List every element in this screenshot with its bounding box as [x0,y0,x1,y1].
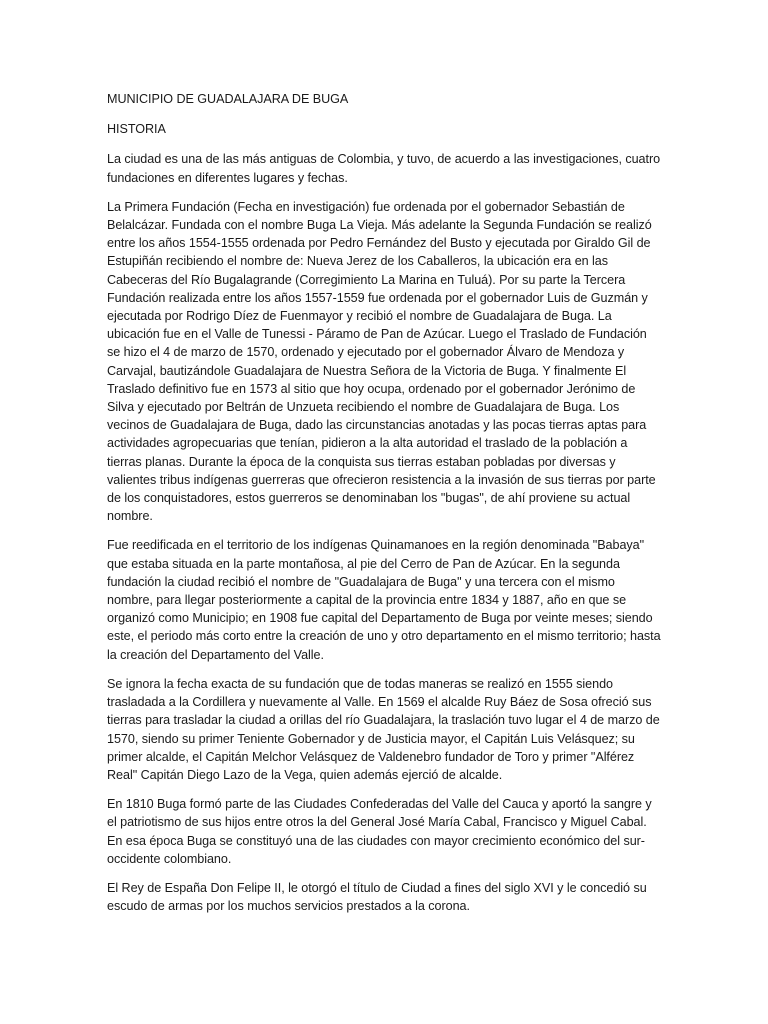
document-body [107,90,663,926]
paragraph-titulo-ciudad: El Rey de España Don Felipe II, le otorgó el título de Ciudad a fines del siglo XVI y le concedió su escudo de armas por los muchos servicios prestados a la corona. [107,880,647,914]
paragraph-intro: La ciudad es una de las más antiguas de Colombia, y tuvo, de acuerdo a las investigaciones, cuatro fundaciones en diferentes lugares y fechas. [107,152,661,185]
paragraph-fundaciones: La Primera Fundación (Fecha en investigación) fue ordenada por el gobernador Sebastián de Belalcázar. Fundada con el nombre Buga La Vieja. Más adelante la Segunda Fundación se realizó entre los años 1554-1555 ordenada por Pedro Fernández del Busto y ejecutada por Giraldo Gil de Estupiñán recibiendo el nombre de: Nueva Jerez de los Caballeros, la ubicación era en las Cabeceras del Río Bugalagrande (Corregimiento La Marina en Tuluá). Por su parte la Tercera Fundación realizada entre los años 1557-1559 fue ordenada por el gobernador Luis de Guzmán y ejecutada por Rodrigo Díez de Fuenmayor y recibió el nombre de Guadalajara de Buga. La ubicación fue en el Valle de Tunessi - Páramo de Pan de Azúcar. Luego el Traslado de Fundación se hizo el 4 de marzo de 1570, ordenado y ejecutado por el gobernador Álvaro de Mendoza y Carvajal, bautizándole Guadalajara de Nuestra Señora de la Victoria de Buga. Y finalmente El Traslado definitivo fue en 1573 al sitio que hoy ocupa, ordenado por el gobernador Jerónimo de Silva y ejecutado por Beltrán de Unzueta recibiendo el nombre de Guadalajara de Buga. Los vecinos de Guadalajara de Buga, dado las circunstancias anotadas y las pocas tierras aptas para actividades agropecuarias que tenían, pidieron a la alta autoridad el traslado de la población a tierras planas. Durante la época de la conquista sus tierras estaban pobladas por diversas y valientes tribus indígenas guerreras que ofrecieron resistencia a la invasión de sus tierras por parte de los conquistadores, estos guerreros se denominaban los "bugas", de ahí proviene su actual nombre. [107,199,656,524]
paragraph-reedificacion: Fue reedificada en el territorio de los indígenas Quinamanoes en la región denominada "Babaya" que estaba situada en la parte montañosa, al pie del Cerro de Pan de Azúcar. En la segunda fundación la ciudad recibió el nombre de "Guadalajara de Buga" y una tercera con el mismo nombre, para llegar posteriormente a capital de la provincia entre 1834 y 1887, año en que se organizó como Municipio; en 1908 fue capital del Departamento de Buga por veinte meses; siendo este, el periodo más corto entre la creación de uno y otro departamento en el mismo territorio; hasta la creación del Departamento del Valle. [107,538,661,662]
document-title: MUNICIPIO DE GUADALAJARA DE BUGA [107,92,349,106]
paragraph-1810: En 1810 Buga formó parte de las Ciudades Confederadas del Valle del Cauca y aportó la sangre y el patriotismo de sus hijos entre otros la del General José María Cabal, Francisco y Miguel Cabal. En esa época Buga se constituyó una de las ciudades con mayor crecimiento económico del sur-occidente colombiano. [107,797,652,866]
paragraph-fecha-fundacion: Se ignora la fecha exacta de su fundación que de todas maneras se realizó en 1555 siendo trasladada a la Cordillera y nuevamente al Valle. En 1569 el alcalde Ruy Báez de Sosa ofreció sus tierras para trasladar la ciudad a orillas del río Guadalajara, la traslación tuvo lugar el 4 de marzo de 1570, siendo su primer Teniente Gobernador y de Justicia mayor, el Capitán Luis Velásquez; su primer alcalde, el Capitán Melchor Velásquez de Valdenebro fundador de Toro y primer "Alférez Real" Capitán Diego Lazo de la Vega, quien además ejerció de alcalde. [107,676,660,782]
section-heading: HISTORIA [107,122,166,137]
